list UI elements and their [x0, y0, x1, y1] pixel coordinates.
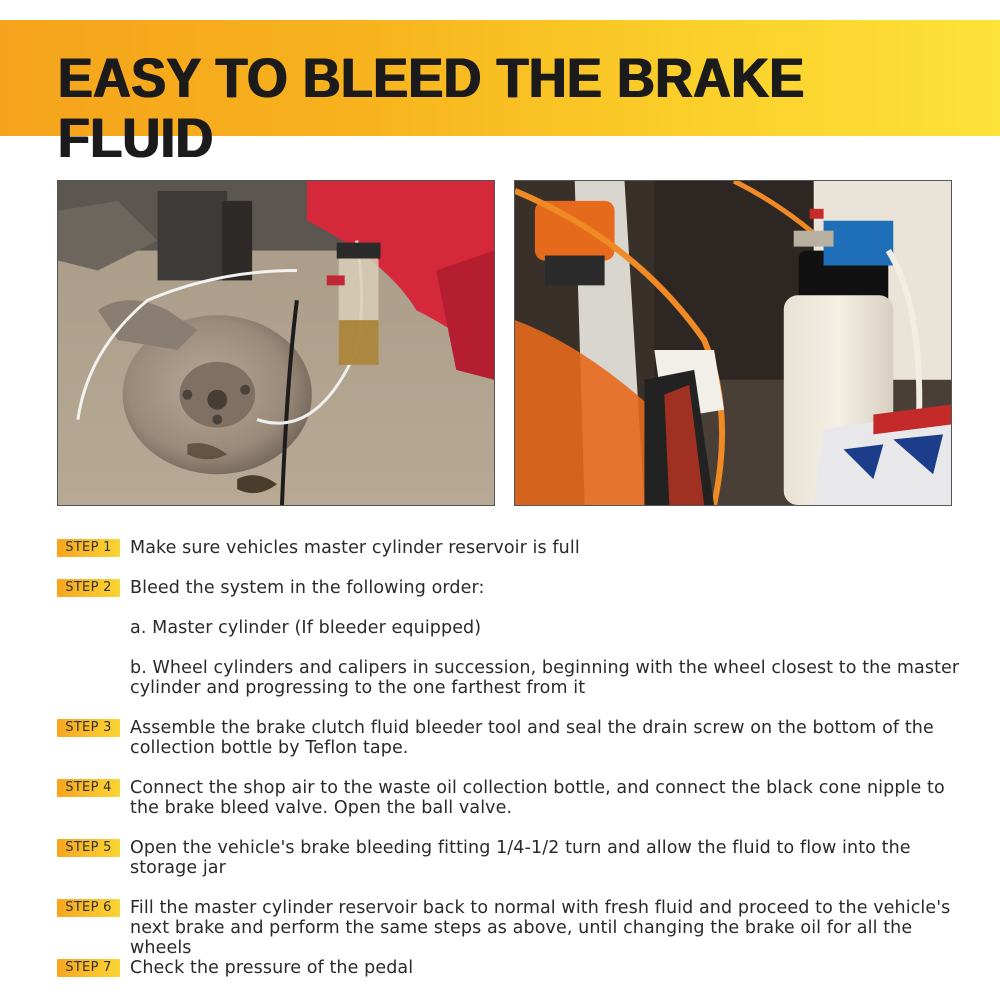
step-badge: STEP 3 — [57, 719, 120, 737]
step-badge: STEP 1 — [57, 539, 120, 557]
page-title: EASY TO BLEED THE BRAKE FLUID — [58, 46, 805, 169]
title-banner — [0, 20, 1000, 169]
step-text: Check the pressure of the pedal — [130, 958, 414, 978]
step-badge: STEP 7 — [57, 959, 120, 977]
motorcycle-brake-photo — [514, 180, 952, 506]
step-badge: STEP 4 — [57, 779, 120, 797]
sub-step-text: b. Wheel cylinders and calipers in succession, beginning with the wheel closest to the master cylinder and progressing to the one farthest from it — [130, 658, 960, 698]
step-badge: STEP 6 — [57, 899, 120, 917]
wheel-brake-photo — [57, 180, 495, 506]
step-badge: STEP 5 — [57, 839, 120, 857]
step-text: Make sure vehicles master cylinder reservoir is full — [130, 538, 580, 558]
step-text: Assemble the brake clutch fluid bleeder tool and seal the drain screw on the bottom of the collection bottle by Teflon tape. — [130, 718, 934, 758]
step-text: Open the vehicle's brake bleeding fitting 1/4-1/2 turn and allow the fluid to flow into the storage jar — [130, 838, 911, 878]
step-text: Connect the shop air to the waste oil collection bottle, and connect the black cone nipple to the brake bleed valve. Open the ball valve. — [130, 778, 945, 818]
step-text: Fill the master cylinder reservoir back to normal with fresh fluid and proceed to the vehicle's next brake and perform the same steps as above, until changing the brake oil for all the wheels — [130, 898, 951, 958]
step-badge: STEP 2 — [57, 579, 120, 597]
sub-step-text: a. Master cylinder (If bleeder equipped) — [130, 618, 482, 638]
step-text: Bleed the system in the following order: — [130, 578, 485, 598]
